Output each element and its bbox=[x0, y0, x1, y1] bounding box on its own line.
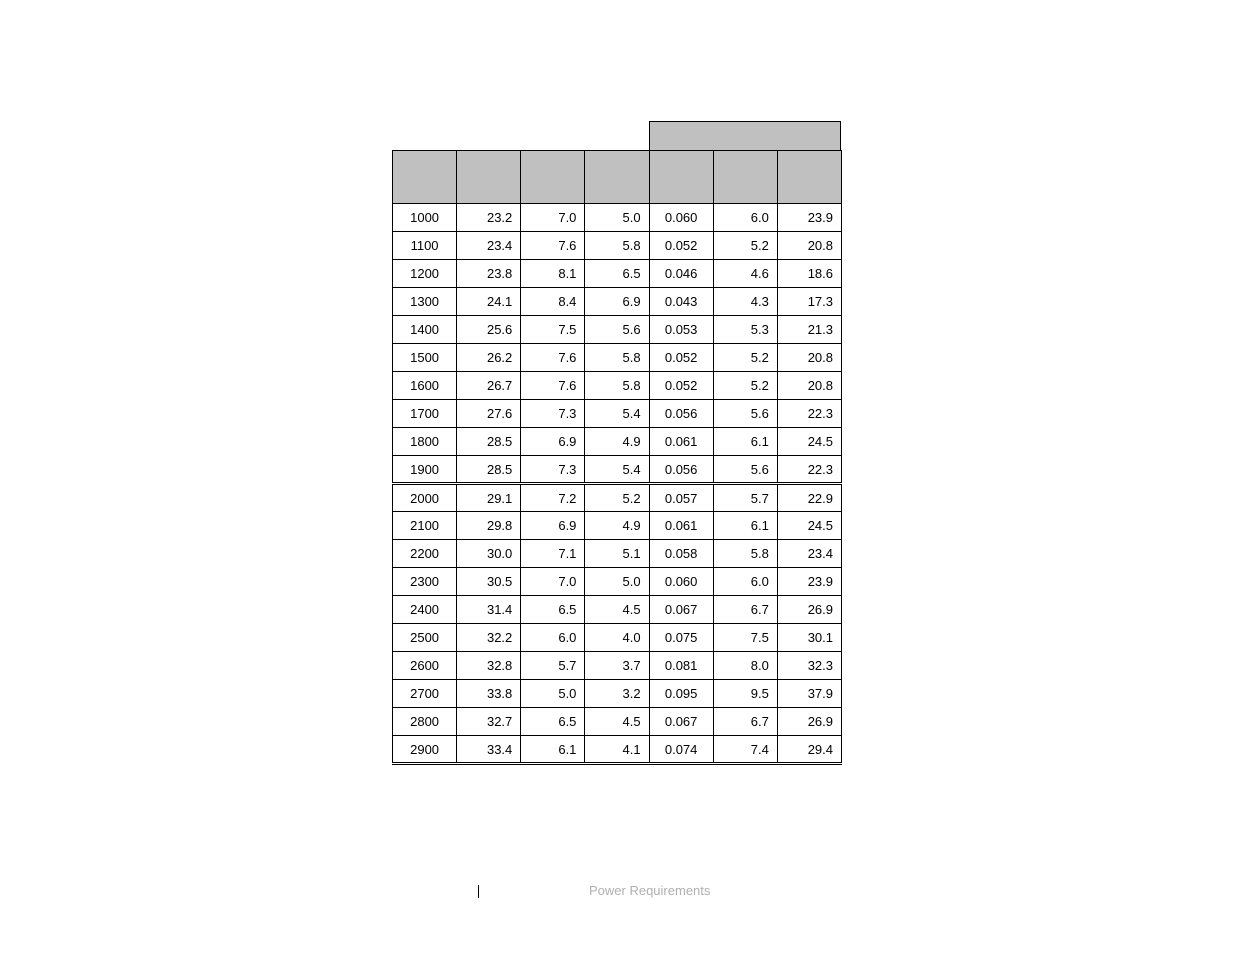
table-cell-rpm: 2600 bbox=[393, 652, 457, 680]
table-cell-c5: 0.060 bbox=[649, 568, 713, 596]
table-cell-rpm: 1900 bbox=[393, 456, 457, 484]
header-cell-7 bbox=[777, 151, 841, 204]
table-cell-c2: 23.2 bbox=[457, 204, 521, 232]
table-cell-c5: 0.060 bbox=[649, 204, 713, 232]
table-cell-c5: 0.053 bbox=[649, 316, 713, 344]
table-row bbox=[393, 512, 842, 540]
table-cell-c7: 30.1 bbox=[777, 624, 841, 652]
table-cell-c5: 0.095 bbox=[649, 680, 713, 708]
table-row bbox=[393, 428, 842, 456]
table-cell-c2: 28.5 bbox=[457, 428, 521, 456]
table-cell-rpm: 1700 bbox=[393, 400, 457, 428]
table-cell-c4: 4.9 bbox=[585, 512, 649, 540]
table-cell-c7: 22.9 bbox=[777, 484, 841, 512]
table-cell-rpm: 1600 bbox=[393, 372, 457, 400]
table-body bbox=[393, 204, 842, 764]
table-cell-c5: 0.052 bbox=[649, 232, 713, 260]
table-cell-c2: 33.4 bbox=[457, 736, 521, 764]
table-row bbox=[393, 204, 842, 232]
table-cell-c6: 4.3 bbox=[713, 288, 777, 316]
table-cell-c4: 5.6 bbox=[585, 316, 649, 344]
table-cell-c2: 25.6 bbox=[457, 316, 521, 344]
table-cell-rpm: 2300 bbox=[393, 568, 457, 596]
table-row bbox=[393, 624, 842, 652]
header-cell-6 bbox=[713, 151, 777, 204]
table-cell-c2: 23.8 bbox=[457, 260, 521, 288]
table-cell-c4: 6.5 bbox=[585, 260, 649, 288]
table-cell-rpm: 1100 bbox=[393, 232, 457, 260]
table-cell-rpm: 1000 bbox=[393, 204, 457, 232]
table-row bbox=[393, 372, 842, 400]
table-row bbox=[393, 288, 842, 316]
table-cell-c7: 20.8 bbox=[777, 232, 841, 260]
table-cell-rpm: 2100 bbox=[393, 512, 457, 540]
table-cell-c5: 0.061 bbox=[649, 512, 713, 540]
table-cell-c7: 24.5 bbox=[777, 428, 841, 456]
footer-title: Power Requirements bbox=[589, 883, 711, 898]
table-cell-rpm: 1400 bbox=[393, 316, 457, 344]
table-cell-c6: 5.2 bbox=[713, 372, 777, 400]
table-cell-c3: 5.7 bbox=[521, 652, 585, 680]
table-cell-c5: 0.043 bbox=[649, 288, 713, 316]
table-cell-rpm: 2400 bbox=[393, 596, 457, 624]
table-cell-c4: 4.5 bbox=[585, 708, 649, 736]
table-row bbox=[393, 316, 842, 344]
table-cell-c7: 18.6 bbox=[777, 260, 841, 288]
table-cell-rpm: 2900 bbox=[393, 736, 457, 764]
table-cell-c3: 7.0 bbox=[521, 204, 585, 232]
table-cell-c4: 5.8 bbox=[585, 344, 649, 372]
table-cell-c5: 0.061 bbox=[649, 428, 713, 456]
table-cell-rpm: 2000 bbox=[393, 484, 457, 512]
table-cell-rpm: 2700 bbox=[393, 680, 457, 708]
group-header-cell bbox=[649, 121, 841, 150]
header-cell-4 bbox=[585, 151, 649, 204]
table-cell-c2: 32.7 bbox=[457, 708, 521, 736]
table-cell-c3: 6.1 bbox=[521, 736, 585, 764]
table-cell-c5: 0.075 bbox=[649, 624, 713, 652]
table-row bbox=[393, 456, 842, 484]
table-cell-c6: 5.2 bbox=[713, 344, 777, 372]
table-cell-c5: 0.081 bbox=[649, 652, 713, 680]
table-row bbox=[393, 652, 842, 680]
table-cell-c2: 32.8 bbox=[457, 652, 521, 680]
table-cell-c3: 7.3 bbox=[521, 400, 585, 428]
table-cell-c3: 7.3 bbox=[521, 456, 585, 484]
header-cell-3 bbox=[521, 151, 585, 204]
table-cell-c3: 7.1 bbox=[521, 540, 585, 568]
table-cell-c6: 6.1 bbox=[713, 428, 777, 456]
table-cell-c7: 20.8 bbox=[777, 372, 841, 400]
footer-marker bbox=[478, 885, 479, 898]
table-cell-c4: 5.8 bbox=[585, 232, 649, 260]
table-cell-c7: 32.3 bbox=[777, 652, 841, 680]
table-cell-c3: 6.9 bbox=[521, 512, 585, 540]
table-cell-c7: 23.9 bbox=[777, 204, 841, 232]
table-cell-c3: 7.6 bbox=[521, 344, 585, 372]
table-cell-c4: 5.1 bbox=[585, 540, 649, 568]
table-cell-c3: 6.0 bbox=[521, 624, 585, 652]
table-cell-c7: 22.3 bbox=[777, 400, 841, 428]
table-cell-c5: 0.056 bbox=[649, 456, 713, 484]
table-cell-c4: 4.1 bbox=[585, 736, 649, 764]
table-cell-c3: 8.1 bbox=[521, 260, 585, 288]
table-cell-c2: 32.2 bbox=[457, 624, 521, 652]
table-cell-c2: 28.5 bbox=[457, 456, 521, 484]
table-cell-c4: 5.0 bbox=[585, 204, 649, 232]
header-cell-1 bbox=[393, 151, 457, 204]
table-cell-c3: 8.4 bbox=[521, 288, 585, 316]
table-cell-rpm: 2500 bbox=[393, 624, 457, 652]
table-cell-c5: 0.052 bbox=[649, 344, 713, 372]
table-cell-c6: 9.5 bbox=[713, 680, 777, 708]
table-cell-c3: 7.6 bbox=[521, 372, 585, 400]
table-cell-rpm: 1300 bbox=[393, 288, 457, 316]
table-cell-c6: 5.3 bbox=[713, 316, 777, 344]
table-cell-c4: 5.8 bbox=[585, 372, 649, 400]
table-cell-c3: 6.9 bbox=[521, 428, 585, 456]
table-row bbox=[393, 568, 842, 596]
header-cell-5 bbox=[649, 151, 713, 204]
table-cell-c7: 26.9 bbox=[777, 708, 841, 736]
table-cell-c2: 24.1 bbox=[457, 288, 521, 316]
table-cell-c6: 5.2 bbox=[713, 232, 777, 260]
table-cell-c4: 3.2 bbox=[585, 680, 649, 708]
table-cell-c3: 5.0 bbox=[521, 680, 585, 708]
table-cell-c6: 5.6 bbox=[713, 456, 777, 484]
table-cell-c3: 7.0 bbox=[521, 568, 585, 596]
table-cell-c7: 37.9 bbox=[777, 680, 841, 708]
table-cell-c7: 24.5 bbox=[777, 512, 841, 540]
table-cell-c2: 33.8 bbox=[457, 680, 521, 708]
table-cell-c4: 4.0 bbox=[585, 624, 649, 652]
table-cell-rpm: 1800 bbox=[393, 428, 457, 456]
table-row bbox=[393, 596, 842, 624]
table-row bbox=[393, 484, 842, 512]
table-cell-c7: 29.4 bbox=[777, 736, 841, 764]
table-cell-c5: 0.067 bbox=[649, 596, 713, 624]
table-cell-c5: 0.074 bbox=[649, 736, 713, 764]
table-cell-c6: 5.8 bbox=[713, 540, 777, 568]
table-cell-c6: 6.1 bbox=[713, 512, 777, 540]
table-cell-c3: 7.6 bbox=[521, 232, 585, 260]
table-row bbox=[393, 400, 842, 428]
table-cell-c7: 17.3 bbox=[777, 288, 841, 316]
table-cell-c4: 5.4 bbox=[585, 456, 649, 484]
table-cell-c2: 26.2 bbox=[457, 344, 521, 372]
table-row bbox=[393, 540, 842, 568]
table-cell-rpm: 2200 bbox=[393, 540, 457, 568]
table-cell-c7: 26.9 bbox=[777, 596, 841, 624]
table-cell-c2: 30.5 bbox=[457, 568, 521, 596]
table-cell-c5: 0.046 bbox=[649, 260, 713, 288]
data-table bbox=[392, 150, 842, 765]
table-cell-c3: 7.5 bbox=[521, 316, 585, 344]
table-cell-c6: 6.0 bbox=[713, 568, 777, 596]
table-cell-rpm: 2800 bbox=[393, 708, 457, 736]
table-cell-c4: 4.5 bbox=[585, 596, 649, 624]
table-cell-c2: 23.4 bbox=[457, 232, 521, 260]
table-cell-c4: 5.0 bbox=[585, 568, 649, 596]
table-cell-c7: 23.4 bbox=[777, 540, 841, 568]
table-cell-c6: 8.0 bbox=[713, 652, 777, 680]
table-cell-c2: 26.7 bbox=[457, 372, 521, 400]
table-cell-c6: 5.6 bbox=[713, 400, 777, 428]
table-cell-c4: 6.9 bbox=[585, 288, 649, 316]
table-cell-c2: 30.0 bbox=[457, 540, 521, 568]
table-row bbox=[393, 736, 842, 764]
table-row bbox=[393, 232, 842, 260]
table-row bbox=[393, 708, 842, 736]
table-cell-c2: 31.4 bbox=[457, 596, 521, 624]
table-cell-c4: 5.2 bbox=[585, 484, 649, 512]
table-cell-c6: 6.0 bbox=[713, 204, 777, 232]
table-row bbox=[393, 680, 842, 708]
table-cell-c6: 7.5 bbox=[713, 624, 777, 652]
table-cell-c4: 5.4 bbox=[585, 400, 649, 428]
table-row bbox=[393, 260, 842, 288]
table-cell-c5: 0.056 bbox=[649, 400, 713, 428]
table-cell-c4: 3.7 bbox=[585, 652, 649, 680]
table-cell-c6: 7.4 bbox=[713, 736, 777, 764]
table-cell-c6: 4.6 bbox=[713, 260, 777, 288]
table-cell-c2: 29.8 bbox=[457, 512, 521, 540]
table-cell-c3: 7.2 bbox=[521, 484, 585, 512]
table-cell-c5: 0.057 bbox=[649, 484, 713, 512]
table-cell-c7: 20.8 bbox=[777, 344, 841, 372]
header-cell-2 bbox=[457, 151, 521, 204]
table-cell-c5: 0.067 bbox=[649, 708, 713, 736]
table-cell-c6: 6.7 bbox=[713, 708, 777, 736]
table-cell-c5: 0.058 bbox=[649, 540, 713, 568]
table-cell-c6: 6.7 bbox=[713, 596, 777, 624]
table-cell-c3: 6.5 bbox=[521, 708, 585, 736]
table-cell-c7: 22.3 bbox=[777, 456, 841, 484]
table-cell-c4: 4.9 bbox=[585, 428, 649, 456]
table-cell-c7: 21.3 bbox=[777, 316, 841, 344]
header-row bbox=[393, 151, 842, 204]
table-cell-c5: 0.052 bbox=[649, 372, 713, 400]
table-cell-rpm: 1500 bbox=[393, 344, 457, 372]
table-cell-c6: 5.7 bbox=[713, 484, 777, 512]
table-cell-c7: 23.9 bbox=[777, 568, 841, 596]
table-cell-c3: 6.5 bbox=[521, 596, 585, 624]
table-row bbox=[393, 344, 842, 372]
table-cell-c2: 27.6 bbox=[457, 400, 521, 428]
table-cell-c2: 29.1 bbox=[457, 484, 521, 512]
table-cell-rpm: 1200 bbox=[393, 260, 457, 288]
